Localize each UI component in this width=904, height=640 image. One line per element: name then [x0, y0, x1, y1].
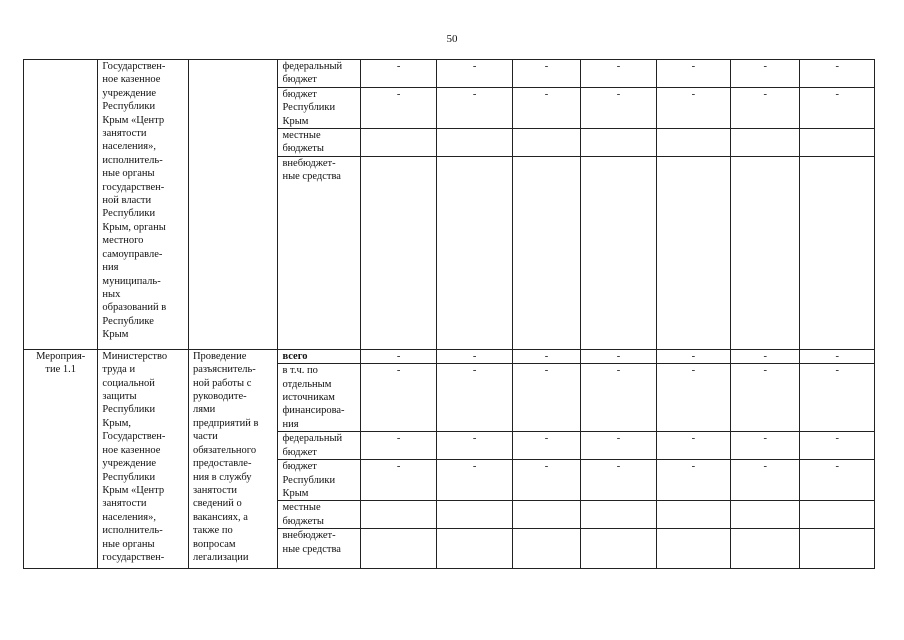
- event-cell: Мероприя- тие 1.1: [24, 349, 98, 568]
- value-cell: -: [512, 87, 580, 128]
- value-cell: [800, 156, 875, 349]
- value-cell: -: [800, 460, 875, 501]
- value-cell: [800, 529, 875, 569]
- value-cell: -: [656, 432, 730, 460]
- value-cell: [360, 501, 436, 529]
- value-cell: [581, 156, 656, 349]
- value-cell: -: [360, 87, 436, 128]
- value-cell: [731, 501, 800, 529]
- value-cell: [360, 529, 436, 569]
- value-cell: [581, 501, 656, 529]
- value-cell: -: [731, 364, 800, 432]
- funding-source-cell: местные бюджеты: [278, 501, 360, 529]
- value-cell: -: [512, 460, 580, 501]
- value-cell: -: [800, 87, 875, 128]
- value-cell: [581, 129, 656, 157]
- description-cell: [188, 60, 278, 350]
- financing-table: [23, 59, 875, 569]
- value-cell: -: [360, 432, 436, 460]
- value-cell: [656, 529, 730, 569]
- value-cell: -: [581, 349, 656, 363]
- funding-source-cell: федеральный бюджет: [278, 432, 360, 460]
- table-row: [24, 349, 875, 363]
- value-cell: -: [581, 87, 656, 128]
- table-row: [24, 60, 875, 88]
- executor-cell: Государствен- ное казенное учреждение Республики Крым «Центр занятости населения», исполнитель- ные органы государствен- ной власти Республики Крым, органы местного самоуправле- ния муниципаль- ных образований в Республике Крым: [98, 60, 189, 350]
- value-cell: -: [360, 349, 436, 363]
- value-cell: -: [581, 432, 656, 460]
- value-cell: -: [731, 60, 800, 88]
- page-number: 50: [446, 33, 458, 45]
- value-cell: -: [731, 349, 800, 363]
- value-cell: -: [437, 60, 512, 88]
- value-cell: -: [437, 432, 512, 460]
- funding-source-cell: бюджет Республики Крым: [278, 460, 360, 501]
- value-cell: -: [800, 432, 875, 460]
- value-cell: [656, 129, 730, 157]
- value-cell: [512, 501, 580, 529]
- value-cell: -: [731, 460, 800, 501]
- value-cell: -: [437, 87, 512, 128]
- value-cell: -: [360, 364, 436, 432]
- value-cell: [656, 501, 730, 529]
- value-cell: [437, 501, 512, 529]
- value-cell: [731, 529, 800, 569]
- value-cell: [360, 129, 436, 157]
- value-cell: [437, 156, 512, 349]
- funding-source-cell: внебюджет- ные средства: [278, 529, 360, 569]
- value-cell: -: [437, 349, 512, 363]
- value-cell: [656, 156, 730, 349]
- value-cell: -: [437, 364, 512, 432]
- value-cell: -: [656, 60, 730, 88]
- value-cell: [581, 529, 656, 569]
- value-cell: [437, 129, 512, 157]
- funding-source-cell: федеральный бюджет: [278, 60, 360, 88]
- value-cell: -: [512, 60, 580, 88]
- funding-source-cell: местные бюджеты: [278, 129, 360, 157]
- description-cell: Проведение разъяснитель- ной работы с руководите- лями предприятий в части обязательного предоставле- ния в службу занятости сведений о вакансиях, а также по вопросам легализации: [188, 349, 278, 568]
- value-cell: -: [656, 87, 730, 128]
- value-cell: [512, 529, 580, 569]
- value-cell: -: [656, 349, 730, 363]
- value-cell: -: [800, 364, 875, 432]
- funding-source-cell: в т.ч. по отдельным источникам финансирова- ния: [278, 364, 360, 432]
- value-cell: [731, 156, 800, 349]
- value-cell: [800, 129, 875, 157]
- value-cell: [437, 529, 512, 569]
- funding-source-cell: внебюджет- ные средства: [278, 156, 360, 349]
- value-cell: -: [731, 87, 800, 128]
- value-cell: -: [800, 349, 875, 363]
- value-cell: -: [800, 60, 875, 88]
- funding-source-cell: всего: [278, 349, 360, 363]
- value-cell: -: [581, 60, 656, 88]
- value-cell: [512, 156, 580, 349]
- value-cell: [360, 156, 436, 349]
- value-cell: -: [437, 460, 512, 501]
- value-cell: -: [656, 460, 730, 501]
- event-cell: [24, 60, 98, 350]
- value-cell: -: [512, 364, 580, 432]
- value-cell: [731, 129, 800, 157]
- value-cell: -: [581, 364, 656, 432]
- value-cell: -: [656, 364, 730, 432]
- value-cell: -: [360, 60, 436, 88]
- value-cell: [512, 129, 580, 157]
- value-cell: -: [731, 432, 800, 460]
- funding-source-cell: бюджет Республики Крым: [278, 87, 360, 128]
- value-cell: -: [581, 460, 656, 501]
- value-cell: [800, 501, 875, 529]
- value-cell: -: [512, 349, 580, 363]
- executor-cell: Министерство труда и социальной защиты Республики Крым, Государствен- ное казенное учреждение Республики Крым «Центр занятости населения», исполнитель- ные органы государствен-: [98, 349, 189, 568]
- value-cell: -: [360, 460, 436, 501]
- value-cell: -: [512, 432, 580, 460]
